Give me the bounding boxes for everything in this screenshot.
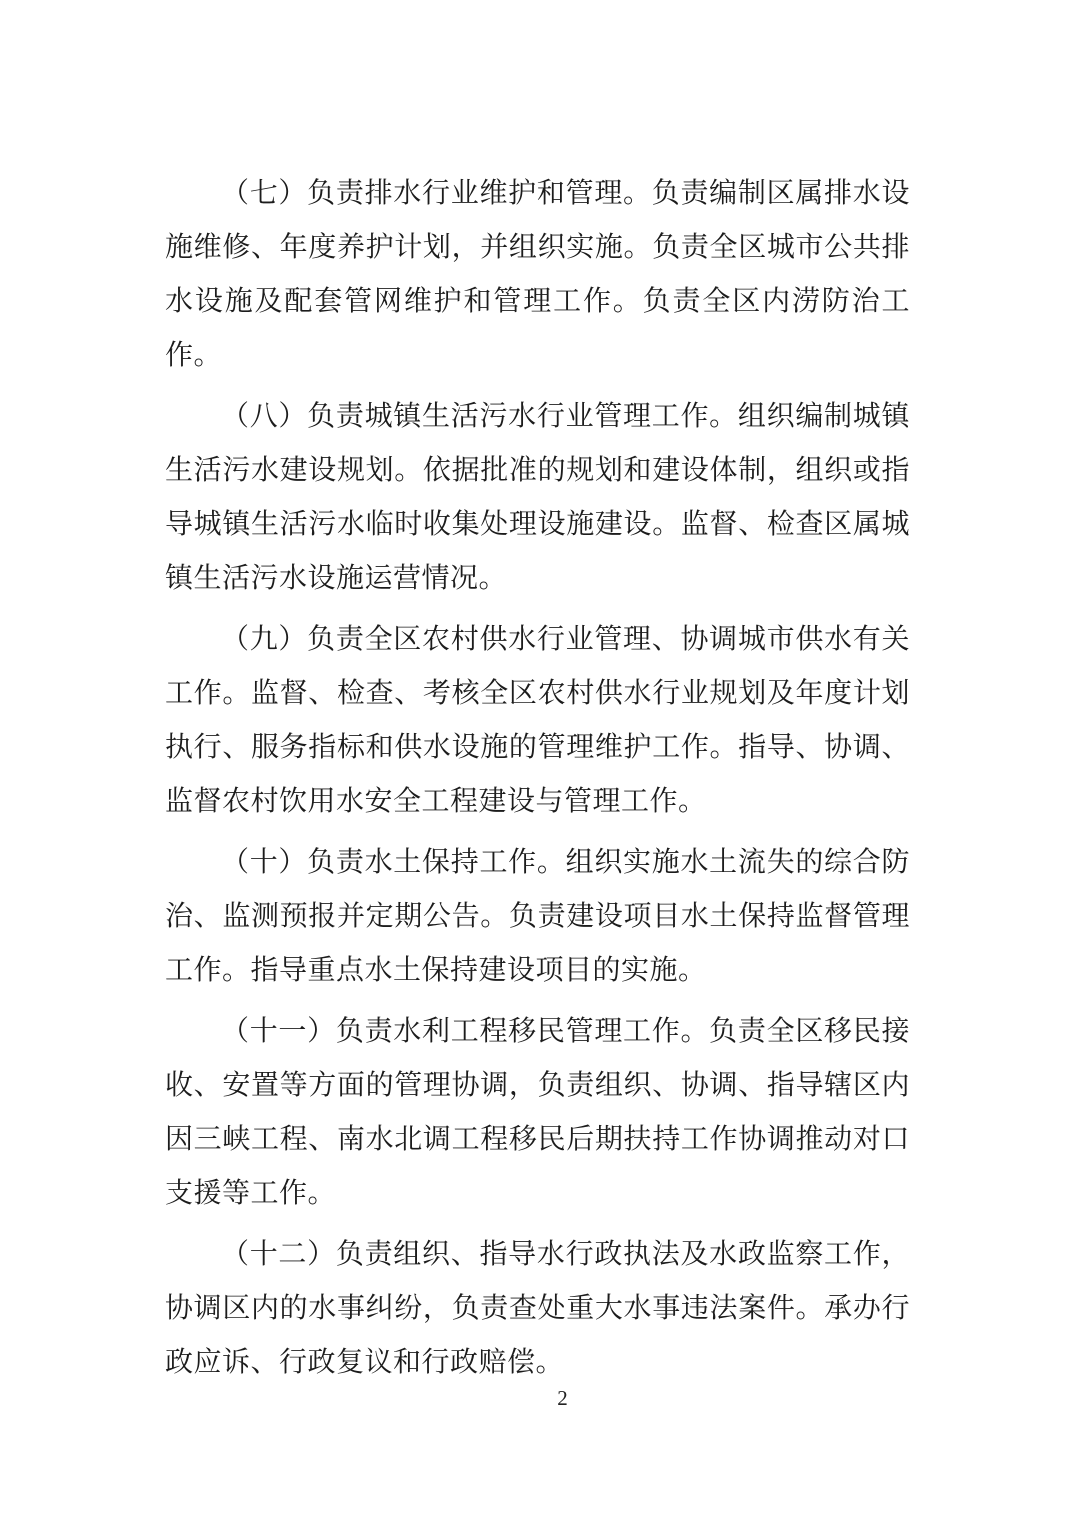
- duty-paragraph-9: （九）负责全区农村供水行业管理、协调城市供水有关工作。监督、检查、考核全区农村供水行业规划及年度计划执行、服务指标和供水设施的管理维护工作。指导、协调、监督农村饮用水安全工程建设与管理工作。: [165, 624, 910, 817]
- document-body: [165, 167, 910, 1397]
- duty-paragraph-8: （八）负责城镇生活污水行业管理工作。组织编制城镇生活污水建设规划。依据批准的规划和建设体制，组织或指导城镇生活污水临时收集处理设施建设。监督、检查区属城镇生活污水设施运营情况。: [165, 401, 910, 594]
- page-number: 2: [557, 1386, 568, 1410]
- page-footer: [0, 1384, 1075, 1412]
- duty-paragraph-7: （七）负责排水行业维护和管理。负责编制区属排水设施维修、年度养护计划，并组织实施。负责全区城市公共排水设施及配套管网维护和管理工作。负责全区内涝防治工作。: [165, 178, 910, 371]
- duty-paragraph-10: （十）负责水土保持工作。组织实施水土流失的综合防治、监测预报并定期公告。负责建设项目水土保持监督管理工作。指导重点水土保持建设项目的实施。: [165, 847, 910, 986]
- duty-paragraph-11: （十一）负责水利工程移民管理工作。负责全区移民接收、安置等方面的管理协调，负责组织、协调、指导辖区内因三峡工程、南水北调工程移民后期扶持工作协调推动对口支援等工作。: [165, 1016, 910, 1209]
- duty-paragraph-12: （十二）负责组织、指导水行政执法及水政监察工作，协调区内的水事纠纷，负责查处重大水事违法案件。承办行政应诉、行政复议和行政赔偿。: [165, 1239, 910, 1378]
